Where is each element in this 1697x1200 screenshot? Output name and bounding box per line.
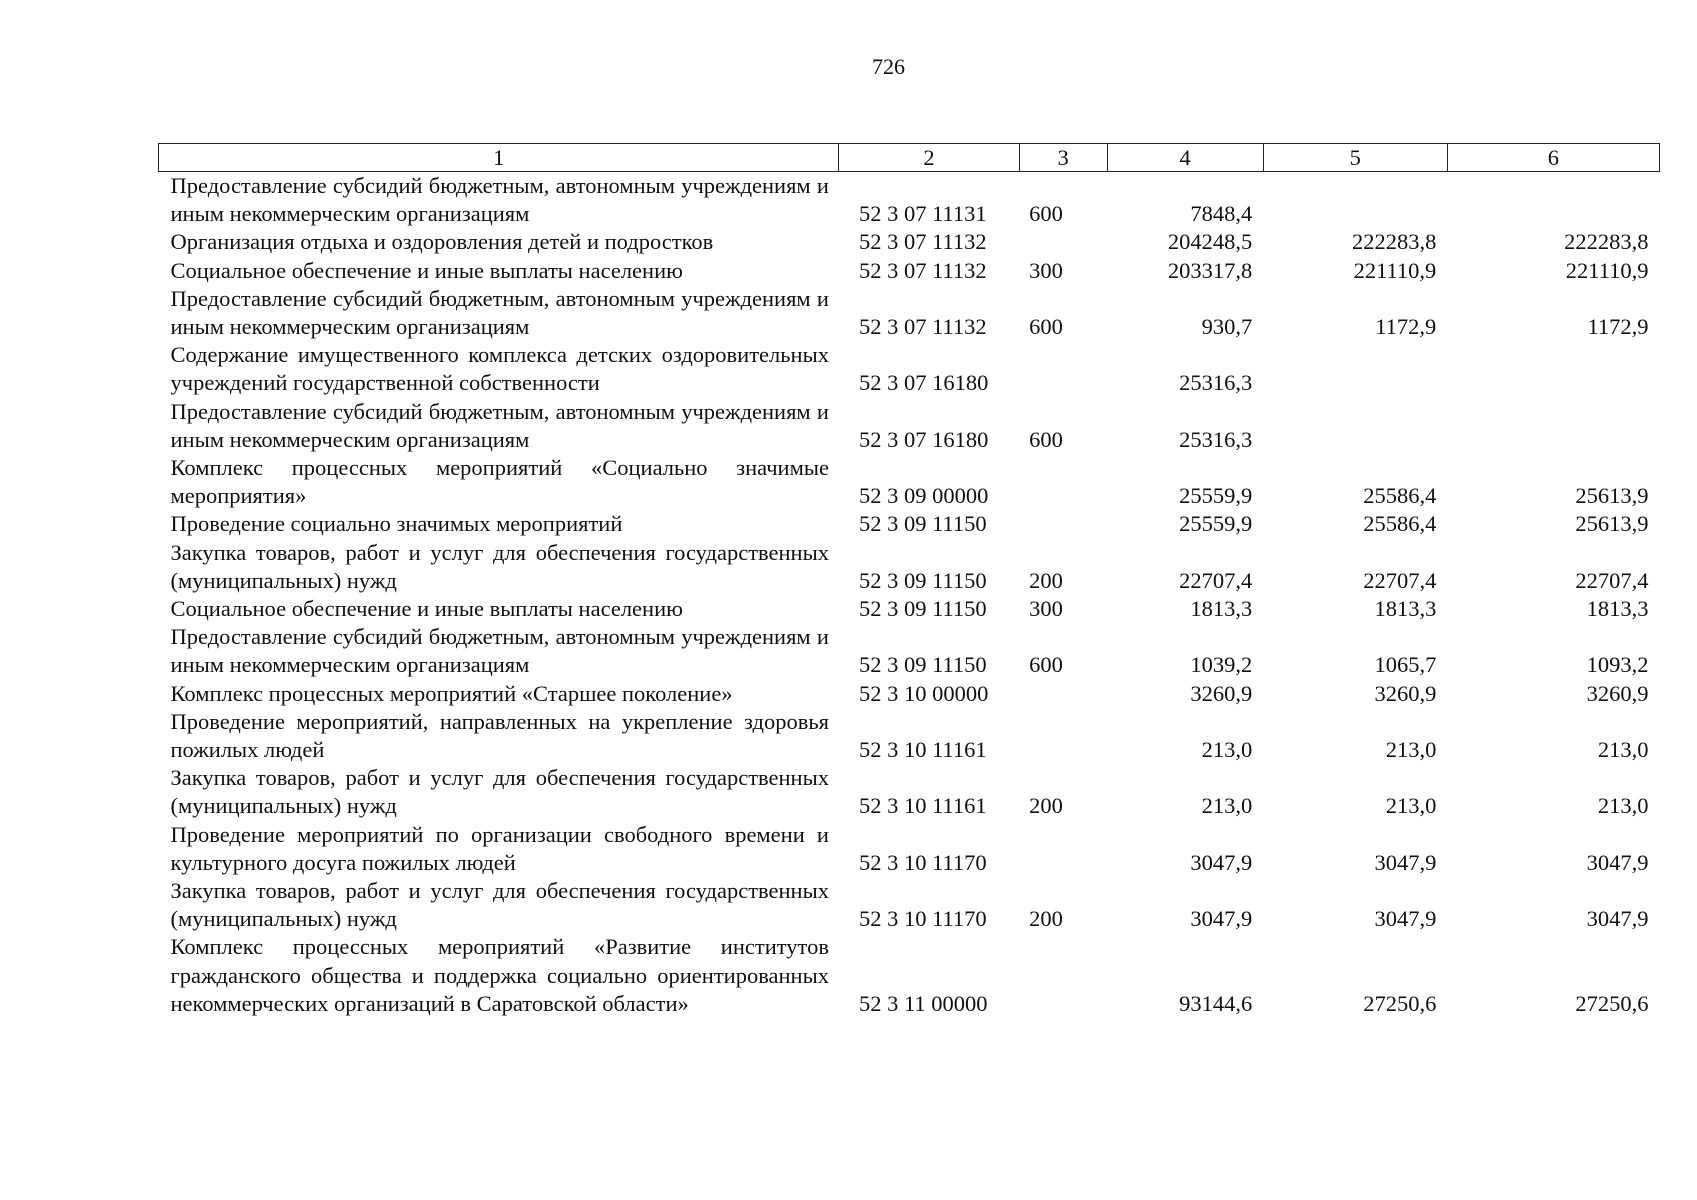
row-value-col-6: 3047,9 (1586, 849, 1649, 875)
row-target-code: 52 3 10 11161 (858, 737, 987, 763)
row-value-col-6 (1447, 398, 1659, 454)
row-value-col-5: 3047,9 (1374, 849, 1437, 875)
table-row (159, 539, 1660, 595)
row-value-col-5: 3047,9 (1374, 906, 1437, 932)
row-value-col-6: 1813,3 (1586, 596, 1649, 622)
row-value-col-4: 204248,5 (1167, 229, 1253, 255)
row-value-col-4: 203317,8 (1167, 257, 1253, 283)
row-value-col-5: 25586,4 (1363, 511, 1437, 537)
row-value-col-4: 93144,6 (1179, 990, 1253, 1016)
table-row (159, 877, 1660, 933)
table-row (159, 510, 1660, 538)
header-col-2: 2 (839, 144, 1019, 172)
row-target-code: 52 3 09 00000 (858, 483, 989, 509)
table-row (159, 172, 1660, 229)
row-value-col-4: 25559,9 (1179, 511, 1253, 537)
row-value-col-4: 1813,3 (1190, 596, 1253, 622)
row-value-col-5: 22707,4 (1363, 567, 1437, 593)
row-name: Социальное обеспечение и иные выплаты населению (170, 257, 683, 283)
row-target-code: 52 3 11 00000 (858, 990, 988, 1016)
row-target-code: 52 3 10 11170 (858, 906, 987, 932)
table-body (159, 172, 1660, 1019)
row-value-col-6: 3047,9 (1586, 906, 1649, 932)
row-name: Комплекс процессных мероприятий «Развитие институтов гражданского общества и поддержка социально ориентированных некоммерческих организаций в Саратовской области» (170, 934, 829, 1016)
row-target-code: 52 3 10 00000 (858, 680, 989, 706)
header-col-4: 4 (1107, 144, 1263, 172)
row-value-col-5: 213,0 (1385, 793, 1437, 819)
row-value-col-6: 27250,6 (1575, 990, 1649, 1016)
row-value-col-6 (1447, 172, 1659, 229)
row-expense-type: 600 (1029, 652, 1063, 678)
row-expense-type: 600 (1029, 314, 1063, 340)
row-name: Проведение мероприятий, направленных на укрепление здоровья пожилых людей (170, 708, 829, 763)
row-target-code: 52 3 07 11132 (858, 229, 987, 255)
row-expense-type (1019, 933, 1107, 1018)
header-row (159, 144, 1660, 172)
table-row (159, 228, 1660, 256)
row-expense-type (1019, 341, 1107, 397)
row-name: Предоставление субсидий бюджетным, автономным учреждениям и иным некоммерческим организациям (170, 624, 829, 678)
row-expense-type (1019, 454, 1107, 510)
table-header (159, 144, 1660, 172)
table-row (159, 933, 1660, 1018)
row-target-code: 52 3 07 11132 (858, 257, 987, 283)
row-value-col-5: 25586,4 (1363, 483, 1437, 509)
row-expense-type (1019, 680, 1107, 708)
row-value-col-4: 7848,4 (1190, 201, 1253, 227)
row-expense-type: 600 (1029, 201, 1063, 227)
row-expense-type: 200 (1029, 793, 1063, 819)
row-name: Проведение социально значимых мероприятий (170, 511, 623, 537)
row-value-col-4: 3260,9 (1190, 680, 1253, 706)
row-value-col-4: 213,0 (1201, 793, 1253, 819)
row-value-col-5 (1263, 398, 1447, 454)
row-value-col-5: 1065,7 (1374, 652, 1437, 678)
table-row (159, 680, 1660, 708)
row-target-code: 52 3 07 16180 (858, 370, 989, 396)
table-row (159, 623, 1660, 679)
row-value-col-6: 3260,9 (1586, 680, 1649, 706)
row-target-code: 52 3 09 11150 (858, 567, 987, 593)
row-name: Комплекс процессных мероприятий «Социально значимые мероприятия» (170, 455, 829, 509)
row-value-col-4: 25559,9 (1179, 483, 1253, 509)
row-value-col-6: 213,0 (1597, 793, 1649, 819)
row-value-col-4: 930,7 (1201, 314, 1253, 340)
row-value-col-6: 213,0 (1597, 737, 1649, 763)
row-name: Организация отдыха и оздоровления детей и подростков (170, 229, 714, 255)
row-target-code: 52 3 07 16180 (858, 426, 989, 452)
row-value-col-5: 1813,3 (1374, 596, 1437, 622)
row-target-code: 52 3 09 11150 (858, 511, 987, 537)
row-name: Предоставление субсидий бюджетным, автономным учреждениям и иным некоммерческим организациям (170, 398, 829, 452)
row-target-code: 52 3 07 11131 (858, 201, 987, 227)
row-value-col-5: 1172,9 (1375, 314, 1437, 340)
row-value-col-5: 221110,9 (1353, 257, 1437, 283)
row-expense-type (1019, 228, 1107, 256)
row-value-col-5: 3260,9 (1374, 680, 1437, 706)
row-name: Закупка товаров, работ и услуг для обеспечения государственных (муниципальных) нужд (170, 878, 829, 932)
table-row (159, 821, 1660, 877)
row-target-code: 52 3 09 11150 (858, 652, 987, 678)
row-value-col-4: 22707,4 (1179, 567, 1253, 593)
table-row (159, 708, 1660, 764)
row-value-col-4: 25316,3 (1179, 370, 1253, 396)
row-value-col-5: 213,0 (1385, 737, 1437, 763)
row-expense-type (1019, 510, 1107, 538)
row-target-code: 52 3 10 11170 (858, 849, 987, 875)
row-expense-type: 200 (1029, 906, 1063, 932)
row-name: Предоставление субсидий бюджетным, автономным учреждениям и иным некоммерческим организациям (170, 285, 829, 340)
table-row (159, 764, 1660, 820)
row-expense-type: 300 (1029, 257, 1063, 283)
row-name: Проведение мероприятий по организации свободного времени и культурного досуга пожилых людей (170, 821, 829, 875)
header-col-6: 6 (1447, 144, 1659, 172)
header-col-5: 5 (1263, 144, 1447, 172)
row-name: Закупка товаров, работ и услуг для обеспечения государственных (муниципальных) нужд (170, 765, 829, 819)
row-name: Социальное обеспечение и иные выплаты населению (170, 596, 683, 622)
page-number: 726 (872, 54, 905, 79)
row-name: Комплекс процессных мероприятий «Старшее поколение» (170, 680, 733, 706)
row-expense-type: 300 (1029, 596, 1063, 622)
row-expense-type: 600 (1029, 426, 1063, 452)
row-expense-type (1019, 708, 1107, 764)
row-value-col-4: 213,0 (1201, 737, 1253, 763)
budget-table (158, 143, 1660, 1018)
row-value-col-4: 3047,9 (1190, 849, 1253, 875)
row-name: Закупка товаров, работ и услуг для обеспечения государственных (муниципальных) нужд (170, 539, 829, 593)
table-row (159, 398, 1660, 454)
row-value-col-6: 25613,9 (1575, 511, 1649, 537)
row-value-col-5 (1263, 172, 1447, 229)
header-col-1: 1 (159, 144, 839, 172)
row-value-col-5: 222283,8 (1351, 229, 1437, 255)
table-row (159, 285, 1660, 341)
row-target-code: 52 3 09 11150 (858, 596, 987, 622)
row-value-col-5 (1263, 341, 1447, 397)
row-value-col-6 (1447, 341, 1659, 397)
row-target-code: 52 3 07 11132 (858, 314, 987, 340)
row-name: Предоставление субсидий бюджетным, автономным учреждениям и иным некоммерческим организациям (170, 173, 829, 227)
table-row (159, 257, 1660, 285)
row-target-code: 52 3 10 11161 (858, 793, 987, 819)
row-value-col-4: 25316,3 (1179, 426, 1253, 452)
table-row (159, 454, 1660, 510)
row-value-col-6: 22707,4 (1575, 567, 1649, 593)
table-row (159, 595, 1660, 623)
row-value-col-6: 1093,2 (1586, 652, 1649, 678)
row-value-col-5: 27250,6 (1363, 990, 1437, 1016)
row-value-col-6: 1172,9 (1587, 314, 1649, 340)
row-name: Содержание имущественного комплекса детских оздоровительных учреждений государственной собственности (170, 342, 829, 396)
row-value-col-4: 1039,2 (1190, 652, 1253, 678)
table-row (159, 341, 1660, 397)
row-expense-type (1019, 821, 1107, 877)
row-value-col-6: 222283,8 (1564, 229, 1649, 255)
header-col-3: 3 (1019, 144, 1107, 172)
row-value-col-4: 3047,9 (1190, 906, 1253, 932)
row-expense-type: 200 (1029, 567, 1063, 593)
row-value-col-6: 25613,9 (1575, 483, 1649, 509)
row-value-col-6: 221110,9 (1565, 257, 1649, 283)
